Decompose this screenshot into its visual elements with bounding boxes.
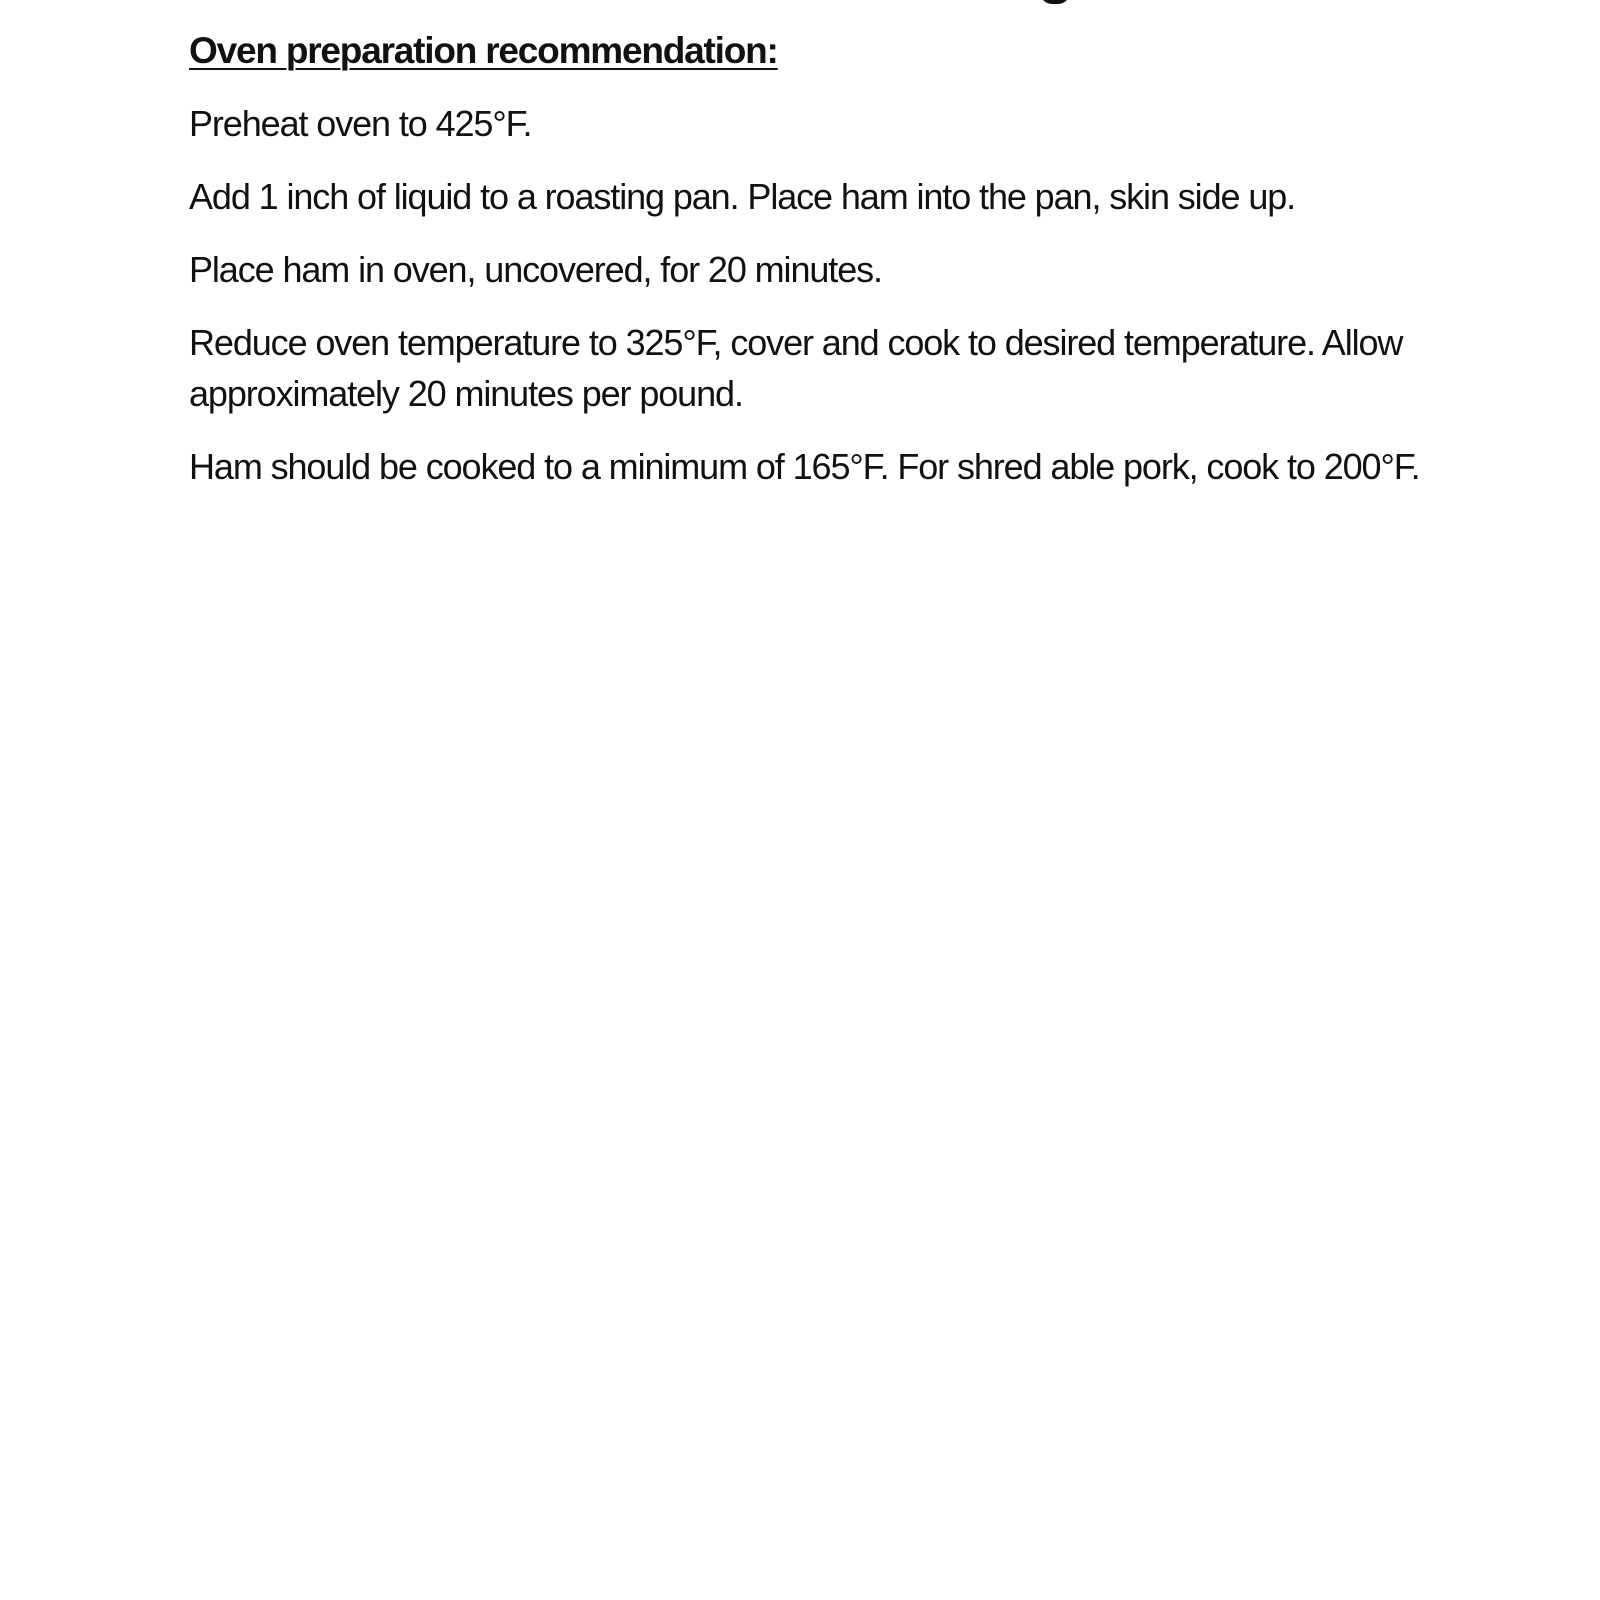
instruction-step-4: Reduce oven temperature to 325°F, cover and cook to desired temperature. Allow approximately 20 minutes per pound.	[189, 322, 1403, 414]
instruction-step-5: Ham should be cooked to a minimum of 165°F. For shred able pork, cook to 200°F.	[189, 446, 1420, 487]
instruction-step-2: Add 1 inch of liquid to a roasting pan. Place ham into the pan, skin side up.	[189, 176, 1296, 217]
instruction-step-3: Place ham in oven, uncovered, for 20 minutes.	[189, 249, 882, 290]
instruction-step-1: Preheat oven to 425°F.	[189, 103, 532, 144]
cut-off-text-fragment	[1040, 0, 1070, 4]
section-heading: Oven preparation recommendation:	[189, 30, 778, 71]
recipe-instructions	[189, 28, 1439, 514]
